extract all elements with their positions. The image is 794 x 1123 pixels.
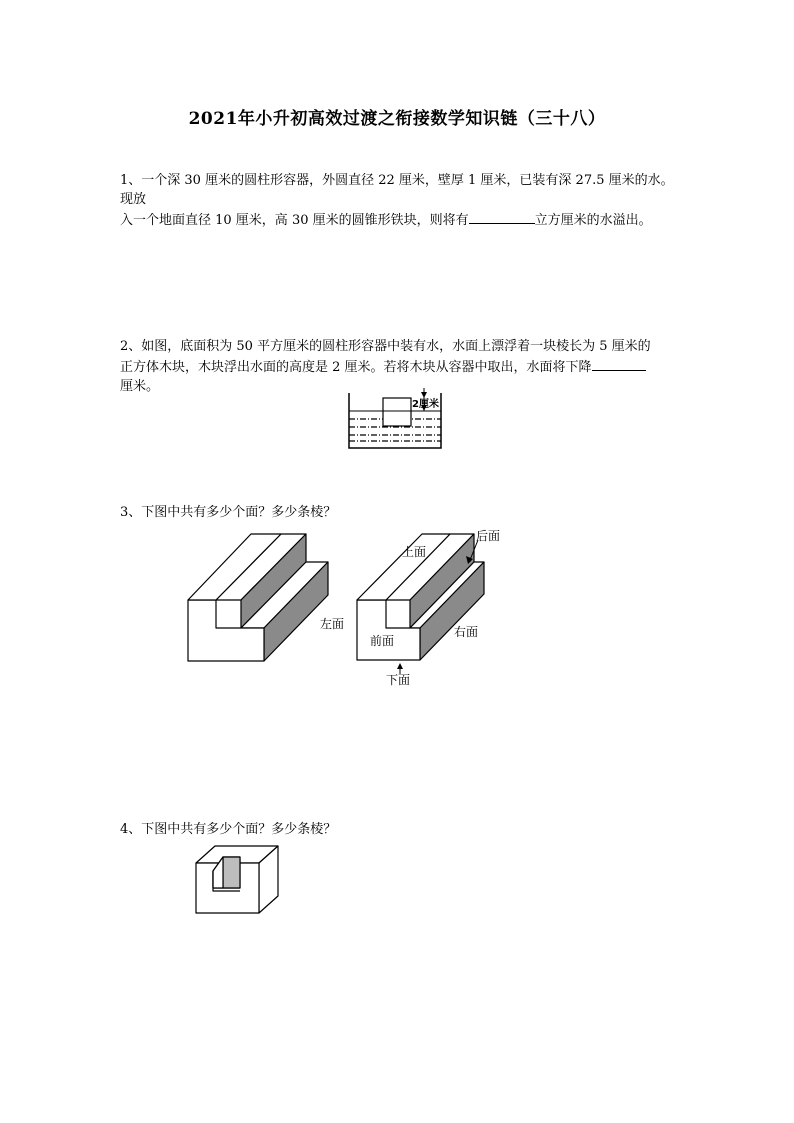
question-4: 4、下图中共有多少个面？多少条棱？ bbox=[120, 822, 337, 837]
question-2-line-1: 2、如图，底面积为 50 平方厘米的圆柱形容器中装有水，水面上漂浮着一块棱长为 5 厘米的 bbox=[120, 339, 651, 354]
question-1-line-1: 1、一个深 30 厘米的圆柱形容器，外圆直径 22 厘米，壁厚 1 厘米，已装有深 27.5 厘米的水。现放 bbox=[120, 173, 674, 207]
label-left-face: 左面 bbox=[320, 617, 345, 631]
staircase-figure-left bbox=[186, 530, 336, 665]
notched-cube-figure bbox=[193, 843, 283, 918]
question-3: 3、下图中共有多少个面？多少条棱？ bbox=[120, 505, 337, 520]
label-back-face: 后面 bbox=[476, 529, 501, 543]
wood-cube bbox=[383, 398, 411, 426]
question-1-line-2: 入一个地面直径 10 厘米，高 30 厘米的圆锥形铁块，则将有 立方厘米的水溢出。 bbox=[120, 209, 676, 230]
question-2-line-3: 厘米。 bbox=[120, 379, 160, 394]
height-label: 2厘米 bbox=[412, 399, 439, 410]
page-title: 2021年小升初高效过渡之衔接数学知识链（三十八） bbox=[188, 109, 606, 129]
answer-blank-2[interactable] bbox=[592, 356, 646, 371]
staircase-figure-right bbox=[320, 522, 520, 690]
question-1 bbox=[120, 171, 676, 230]
container-figure bbox=[345, 388, 445, 452]
label-right-face: 右面 bbox=[454, 625, 479, 639]
question-2-line-2: 正方体木块，木块浮出水面的高度是 2 厘米。若将木块从容器中取出，水面将下降 bbox=[120, 356, 676, 377]
label-front-face: 前面 bbox=[370, 634, 395, 648]
label-bottom-face: 下面 bbox=[386, 673, 411, 687]
answer-blank-1[interactable] bbox=[469, 209, 535, 224]
label-top-face: 上面 bbox=[402, 545, 427, 559]
